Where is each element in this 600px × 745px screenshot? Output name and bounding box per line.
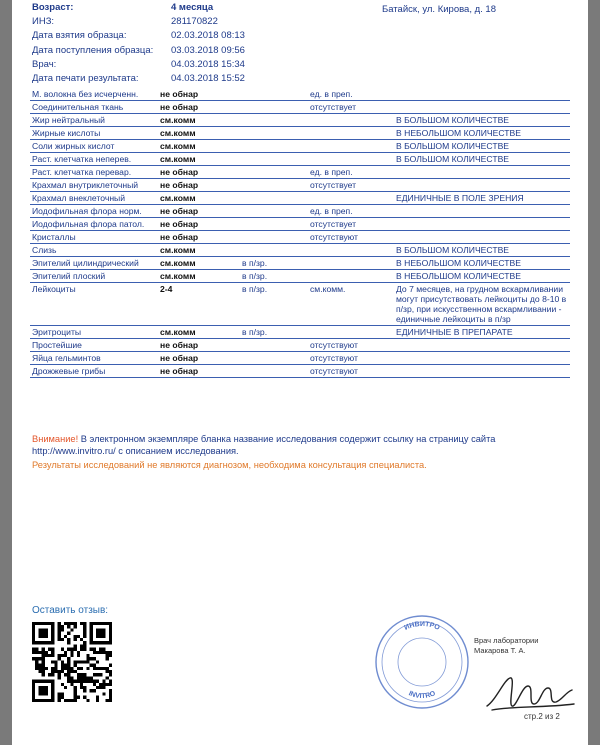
result-value: см.комм [158,257,240,270]
result-unit [240,88,308,101]
result-value: не обнар [158,352,240,365]
result-value: см.комм [158,192,240,205]
result-name: Эритроциты [30,326,158,339]
result-row [30,352,570,365]
info-value: 281170822 [171,16,218,28]
info-label: ИНЗ: [32,16,55,28]
result-comment: В БОЛЬШОМ КОЛИЧЕСТВЕ [394,153,570,166]
result-comment [394,179,570,192]
info-value: 02.03.2018 08:13 [171,30,245,42]
result-value: см.комм [158,244,240,257]
result-unit [240,218,308,231]
result-reference [308,244,394,257]
result-comment [394,352,570,365]
result-comment: В БОЛЬШОМ КОЛИЧЕСТВЕ [394,140,570,153]
result-reference: отсутствует [308,218,394,231]
result-unit [240,365,308,378]
result-row [30,166,570,179]
result-row [30,88,570,101]
result-reference [308,192,394,205]
result-row [30,192,570,205]
result-comment [394,166,570,179]
result-reference [308,114,394,127]
notice-warning: Внимание! [32,434,79,444]
results-table [30,88,570,378]
result-unit [240,101,308,114]
result-comment [394,218,570,231]
result-comment: В НЕБОЛЬШОМ КОЛИЧЕСТВЕ [394,257,570,270]
result-unit [240,114,308,127]
result-comment [394,205,570,218]
result-unit [240,339,308,352]
result-row [30,257,570,270]
result-unit [240,153,308,166]
feedback-label: Оставить отзыв: [32,605,109,616]
result-value: см.комм [158,114,240,127]
result-unit [240,192,308,205]
page-number: стр.2 из 2 [524,712,560,721]
result-unit [240,127,308,140]
info-value: 03.03.2018 09:56 [171,44,245,56]
result-name: Дрожжевые грибы [30,365,158,378]
result-comment [394,101,570,114]
result-name: Соединительная ткань [30,101,158,114]
result-row [30,365,570,378]
result-reference: отсутствует [308,179,394,192]
notice [32,433,552,457]
result-row [30,244,570,257]
document-page [12,0,588,745]
result-value: не обнар [158,231,240,244]
result-unit [240,205,308,218]
result-value: 2-4 [158,283,240,326]
result-value: не обнар [158,205,240,218]
info-label: Дата взятия образца: [32,30,127,42]
result-reference [308,153,394,166]
result-name: Раст. клетчатка неперев. [30,153,158,166]
result-comment: ЕДИНИЧНЫЕ В ПОЛЕ ЗРЕНИЯ [394,192,570,205]
stamp-text-bottom: INVITRO [407,690,437,701]
info-label: Дата поступления образца: [32,44,154,56]
result-value: см.комм [158,326,240,339]
result-reference [308,127,394,140]
result-name: М. волокна без исчерченн. [30,88,158,101]
result-comment: В БОЛЬШОМ КОЛИЧЕСТВЕ [394,244,570,257]
result-value: см.комм [158,140,240,153]
result-name: Кристаллы [30,231,158,244]
result-comment: В БОЛЬШОМ КОЛИЧЕСТВЕ [394,114,570,127]
result-name: Иодофильная флора норм. [30,205,158,218]
result-name: Раст. клетчатка перевар. [30,166,158,179]
result-name: Простейшие [30,339,158,352]
result-row [30,326,570,339]
info-value: 04.03.2018 15:34 [171,58,245,70]
result-row [30,270,570,283]
result-comment: В НЕБОЛЬШОМ КОЛИЧЕСТВЕ [394,270,570,283]
result-unit [240,179,308,192]
result-name: Лейкоциты [30,283,158,326]
stamp-text-top: ИНВИТРО [403,620,441,632]
result-value: см.комм [158,153,240,166]
result-reference [308,140,394,153]
result-comment: В НЕБОЛЬШОМ КОЛИЧЕСТВЕ [394,127,570,140]
result-reference [308,326,394,339]
result-row [30,205,570,218]
result-value: не обнар [158,218,240,231]
result-reference: ед. в преп. [308,88,394,101]
result-unit: в п/зр. [240,283,308,326]
result-reference [308,257,394,270]
result-row [30,231,570,244]
result-comment: ЕДИНИЧНЫЕ В ПРЕПАРАТЕ [394,326,570,339]
result-reference: отсутствует [308,101,394,114]
result-comment [394,88,570,101]
result-name: Жирные кислоты [30,127,158,140]
result-name: Крахмал внеклеточный [30,192,158,205]
signature [482,670,577,715]
result-row [30,140,570,153]
result-reference: см.комм. [308,283,394,326]
result-comment: До 7 месяцев, на грудном вскармливании могут присутствовать лейкоциты до 8-10 в п/зр, при искусственном вскармливании - единичные лейкоциты в п/зр [394,283,570,326]
doctor-name: Макарова Т. А. [474,646,526,655]
disclaimer: Результаты исследований не являются диагнозом, необходима консультация специалиста. [32,460,427,470]
notice-text: В электронном экземпляре бланка название исследования содержит ссылку на страницу сайта http://www.invitro.ru/ с описанием исследования. [32,434,496,456]
result-name: Эпителий цилиндрический [30,257,158,270]
result-value: см.комм [158,127,240,140]
result-row [30,218,570,231]
result-row [30,283,570,326]
result-unit: в п/зр. [240,270,308,283]
result-value: не обнар [158,101,240,114]
result-value: не обнар [158,365,240,378]
result-value: не обнар [158,179,240,192]
info-value: 4 месяца [171,2,214,13]
result-reference: отсутствуют [308,231,394,244]
result-reference: ед. в преп. [308,166,394,179]
result-unit [240,244,308,257]
result-comment [394,365,570,378]
result-reference: отсутствуют [308,339,394,352]
result-row [30,127,570,140]
result-unit: в п/зр. [240,326,308,339]
result-reference: отсутствуют [308,352,394,365]
result-unit [240,166,308,179]
result-reference [308,270,394,283]
result-row [30,114,570,127]
result-value: не обнар [158,166,240,179]
result-reference: отсутствуют [308,365,394,378]
result-comment [394,339,570,352]
lab-address: Батайск, ул. Кирова, д. 18 [382,4,496,15]
info-label: Возраст: [32,2,74,13]
info-value: 04.03.2018 15:52 [171,72,245,84]
lab-stamp [372,612,472,712]
svg-text:ИНВИТРО [403,621,441,632]
result-unit [240,352,308,365]
result-name: Эпителий плоский [30,270,158,283]
info-label: Врач: [32,58,57,70]
result-name: Слизь [30,244,158,257]
result-unit [240,140,308,153]
doctor-title: Врач лаборатории [474,636,539,645]
result-unit [240,231,308,244]
qr-code[interactable] [32,622,112,702]
svg-text:INVITRO [407,690,437,700]
info-label: Дата печати результата: [32,72,139,84]
result-reference: ед. в преп. [308,205,394,218]
result-comment [394,231,570,244]
result-row [30,153,570,166]
result-row [30,179,570,192]
result-row [30,101,570,114]
result-value: не обнар [158,339,240,352]
doctor-block [474,636,538,656]
result-name: Иодофильная флора патол. [30,218,158,231]
result-name: Яйца гельминтов [30,352,158,365]
result-value: не обнар [158,88,240,101]
result-name: Жир нейтральный [30,114,158,127]
result-name: Крахмал внутриклеточный [30,179,158,192]
result-name: Соли жирных кислот [30,140,158,153]
result-unit: в п/зр. [240,257,308,270]
result-row [30,339,570,352]
result-value: см.комм [158,270,240,283]
